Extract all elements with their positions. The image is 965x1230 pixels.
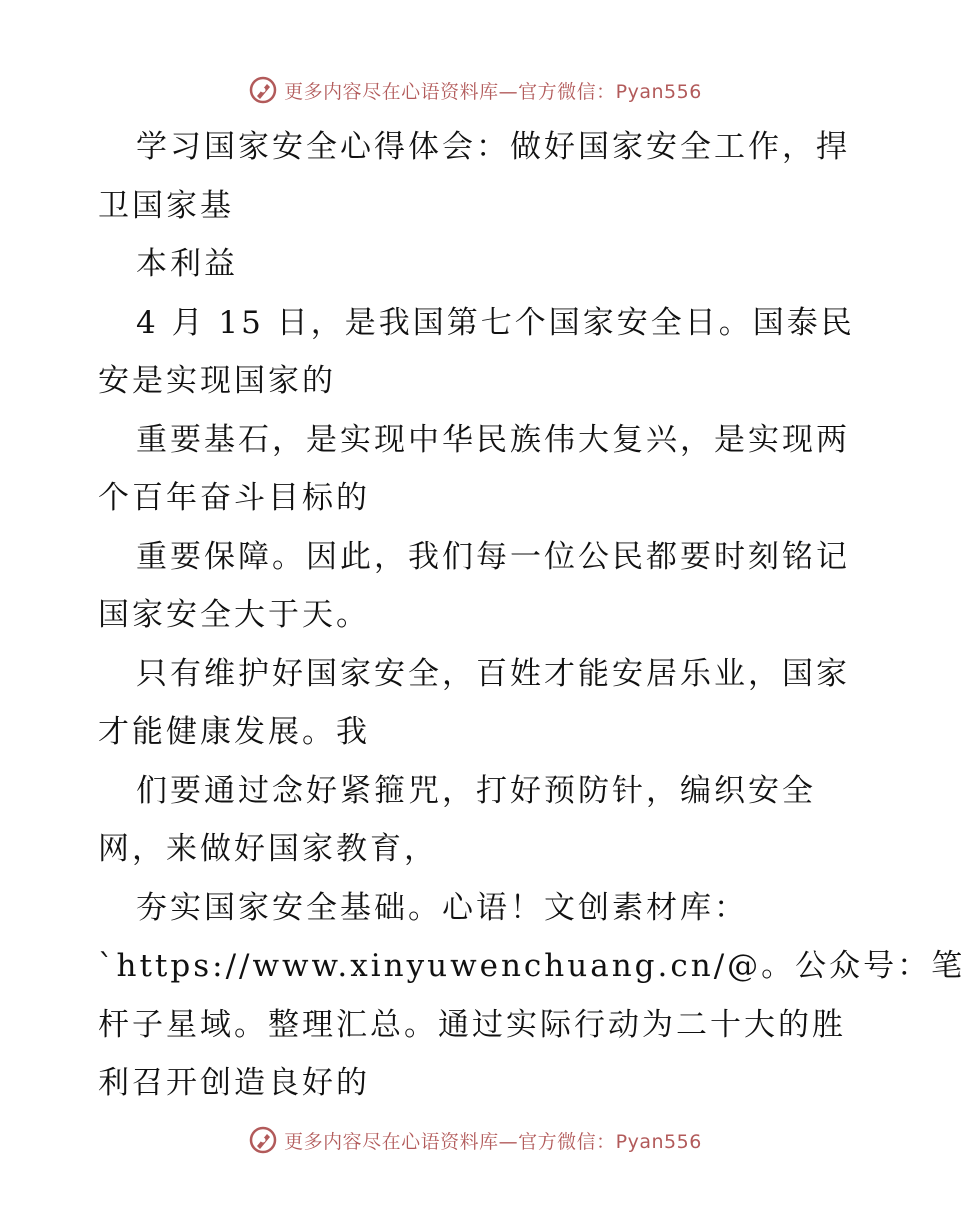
text-line: 网，来做好国家教育， — [98, 831, 438, 867]
text-line: 才能健康发展。我 — [98, 714, 370, 750]
text-line: 夯实国家安全基础。心语！文创素材库： — [136, 889, 748, 926]
pen-circle-icon — [248, 75, 278, 105]
header-watermark — [0, 70, 950, 110]
text-line: 安是实现国家的 — [98, 363, 336, 399]
text-line: 重要基石，是实现中华民族伟大复兴，是实现两 — [136, 421, 850, 458]
text-line: 重要保障。因此，我们每一位公民都要时刻铭记 — [136, 538, 850, 575]
footer-watermark — [0, 1120, 950, 1160]
watermark-text: 更多内容尽在心语资料库—官方微信：Pyan556 — [284, 1130, 702, 1153]
text-line: 们要通过念好紧箍咒，打好预防针，编织安全 — [136, 772, 816, 809]
text-line: 个百年奋斗目标的 — [98, 480, 370, 516]
text-line: 学习国家安全心得体会：做好国家安全工作，捍 — [136, 129, 850, 165]
pen-circle-icon — [248, 1125, 278, 1155]
text-line: 只有维护好国家安全，百姓才能安居乐业，国家 — [136, 655, 850, 692]
text-line: `https://www.xinyuwenchuang.cn/@。公众号：笔 — [98, 948, 965, 984]
text-line: 卫国家基 — [98, 187, 234, 224]
text-line: 本利益 — [136, 246, 238, 282]
text-line: 4 月 15 日，是我国第七个国家安全日。国泰民 — [136, 304, 855, 341]
text-line: 利召开创造良好的 — [98, 1065, 370, 1101]
document-body — [98, 118, 965, 1113]
text-line: 杆子星域。整理汇总。通过实际行动为二十大的胜 — [98, 1006, 846, 1043]
text-line: 国家安全大于天。 — [98, 597, 370, 633]
watermark-text: 更多内容尽在心语资料库—官方微信：Pyan556 — [284, 80, 702, 103]
